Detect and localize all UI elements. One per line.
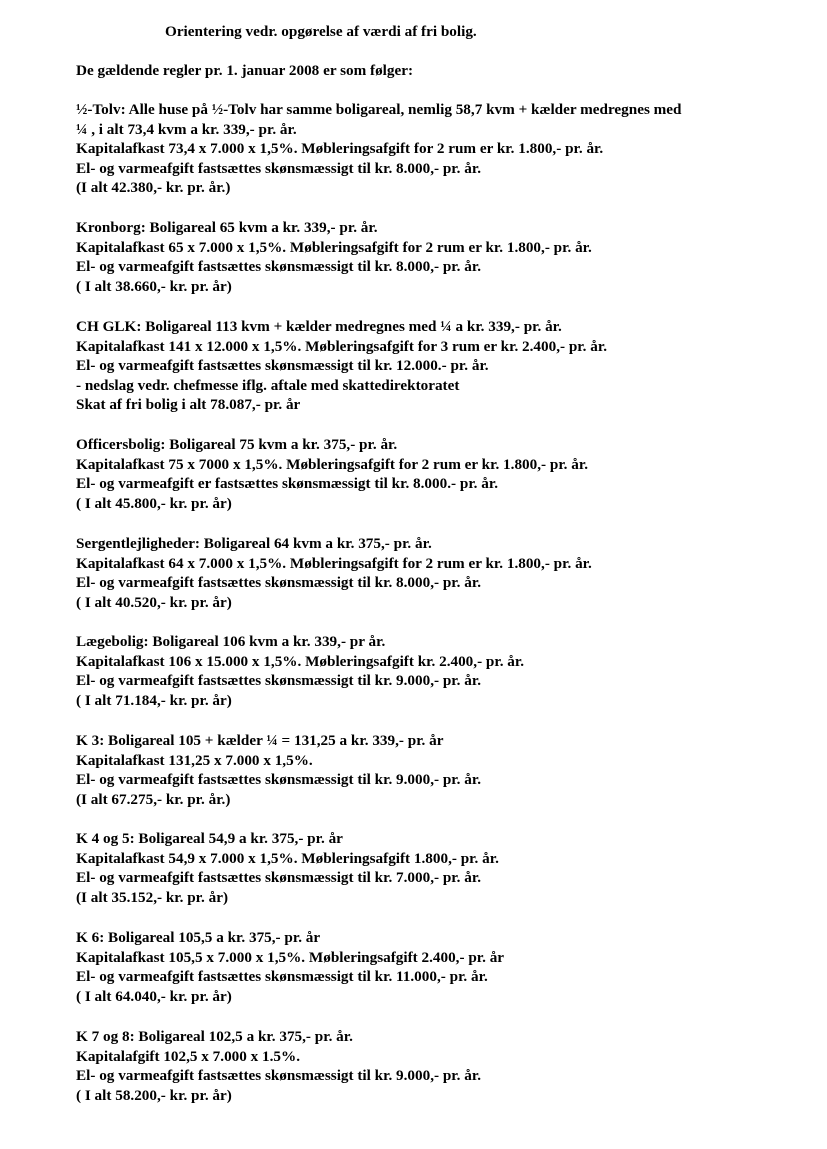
section-line: Officersbolig: Boligareal 75 kvm a kr. 375,- pr. år. [76,436,398,453]
section-k7-og-8 [76,1027,776,1105]
section-line: Kapitalafkast 131,25 x 7.000 x 1,5%. [76,751,313,769]
section-k6 [76,928,776,1006]
section-line: K 4 og 5: Boligareal 54,9 a kr. 375,- pr. år [76,830,343,847]
section-line: ( I alt 58.200,- kr. pr. år) [76,1086,232,1104]
section-line: El- og varmeafgift er fastsættes skønsmæssigt til kr. 8.000.- pr. år. [76,475,498,493]
section-sergentlejligheder [76,534,776,612]
section-line: El- og varmeafgift fastsættes skønsmæssigt til kr. 8.000,- pr. år. [76,159,481,177]
section-line: Kapitalafkast 141 x 12.000 x 1,5%. Møbleringsafgift for 3 rum er kr. 2.400,- pr. år. [76,337,607,355]
section-line: El- og varmeafgift fastsættes skønsmæssigt til kr. 9.000,- pr. år. [76,771,481,789]
document-intro: De gældende regler pr. 1. januar 2008 er som følger: [76,62,414,79]
section-line: Kapitalafkast 54,9 x 7.000 x 1,5%. Møbleringsafgift 1.800,- pr. år. [76,849,499,867]
section-line: Sergentlejligheder: Boligareal 64 kvm a kr. 375,- pr. år. [76,535,432,552]
section-line: ½-Tolv: Alle huse på ½-Tolv har samme boligareal, nemlig 58,7 kvm + kælder medregnes med [76,101,682,118]
section-line: (I alt 67.275,- kr. pr. år.) [76,790,231,808]
section-line: Kapitalafgift 102,5 x 7.000 x 1.5%. [76,1047,301,1065]
section-line: ( I alt 45.800,- kr. pr. år) [76,494,232,512]
section-line: (I alt 35.152,- kr. pr. år) [76,888,229,906]
section-line: Kapitalafkast 105,5 x 7.000 x 1,5%. Møbleringsafgift 2.400,- pr. år [76,948,505,966]
section-line: ¼ , i alt 73,4 kvm a kr. 339,- pr. år. [76,120,297,138]
section-line: K 7 og 8: Boligareal 102,5 a kr. 375,- pr. år. [76,1028,353,1045]
section-line: Kapitalafkast 73,4 x 7.000 x 1,5%. Møbleringsafgift for 2 rum er kr. 1.800,- pr. år. [76,140,604,158]
section-line: Kapitalafkast 64 x 7.000 x 1,5%. Møbleringsafgift for 2 rum er kr. 1.800,- pr. år. [76,554,592,572]
section-line: El- og varmeafgift fastsættes skønsmæssigt til kr. 9.000,- pr. år. [76,672,481,690]
section-line: Skat af fri bolig i alt 78.087,- pr. år [76,396,301,414]
section-line: El- og varmeafgift fastsættes skønsmæssigt til kr. 8.000,- pr. år. [76,258,481,276]
section-halvtolv [76,100,776,198]
section-line: Kapitalafkast 65 x 7.000 x 1,5%. Møbleringsafgift for 2 rum er kr. 1.800,- pr. år. [76,238,592,256]
section-k4-og-5 [76,829,776,907]
section-line: El- og varmeafgift fastsættes skønsmæssigt til kr. 12.000.- pr. år. [76,357,489,375]
section-line: ( I alt 71.184,- kr. pr. år) [76,691,232,709]
section-line: CH GLK: Boligareal 113 kvm + kælder medregnes med ¼ a kr. 339,- pr. år. [76,318,562,335]
section-line: El- og varmeafgift fastsættes skønsmæssigt til kr. 11.000,- pr. år. [76,968,488,986]
section-line: K 3: Boligareal 105 + kælder ¼ = 131,25 a kr. 339,- pr. år [76,732,444,749]
section-line: Kapitalafkast 75 x 7000 x 1,5%. Møbleringsafgift for 2 rum er kr. 1.800,- pr. år. [76,455,589,473]
section-line: (I alt 42.380,- kr. pr. år.) [76,179,231,197]
section-line: ( I alt 40.520,- kr. pr. år) [76,593,232,611]
section-line: Lægebolig: Boligareal 106 kvm a kr. 339,- pr år. [76,633,386,650]
section-laegebolig [76,632,776,710]
section-officersbolig [76,435,776,513]
section-line: K 6: Boligareal 105,5 a kr. 375,- pr. år [76,929,321,946]
section-kronborg [76,218,776,296]
section-ch-glk [76,317,776,415]
section-line: Kapitalafkast 106 x 15.000 x 1,5%. Møbleringsafgift kr. 2.400,- pr. år. [76,652,525,670]
section-line: El- og varmeafgift fastsættes skønsmæssigt til kr. 7.000,- pr. år. [76,869,481,887]
section-line: El- og varmeafgift fastsættes skønsmæssigt til kr. 8.000,- pr. år. [76,574,481,592]
section-line: ( I alt 38.660,- kr. pr. år) [76,277,232,295]
section-line: Kronborg: Boligareal 65 kvm a kr. 339,- pr. år. [76,219,378,236]
section-line: ( I alt 64.040,- kr. pr. år) [76,987,232,1005]
document-title: Orientering vedr. opgørelse af værdi af fri bolig. [165,23,477,40]
section-line: El- og varmeafgift fastsættes skønsmæssigt til kr. 9.000,- pr. år. [76,1067,481,1085]
section-k3 [76,731,776,809]
section-line: - nedslag vedr. chefmesse iflg. aftale med skattedirektoratet [76,376,460,394]
